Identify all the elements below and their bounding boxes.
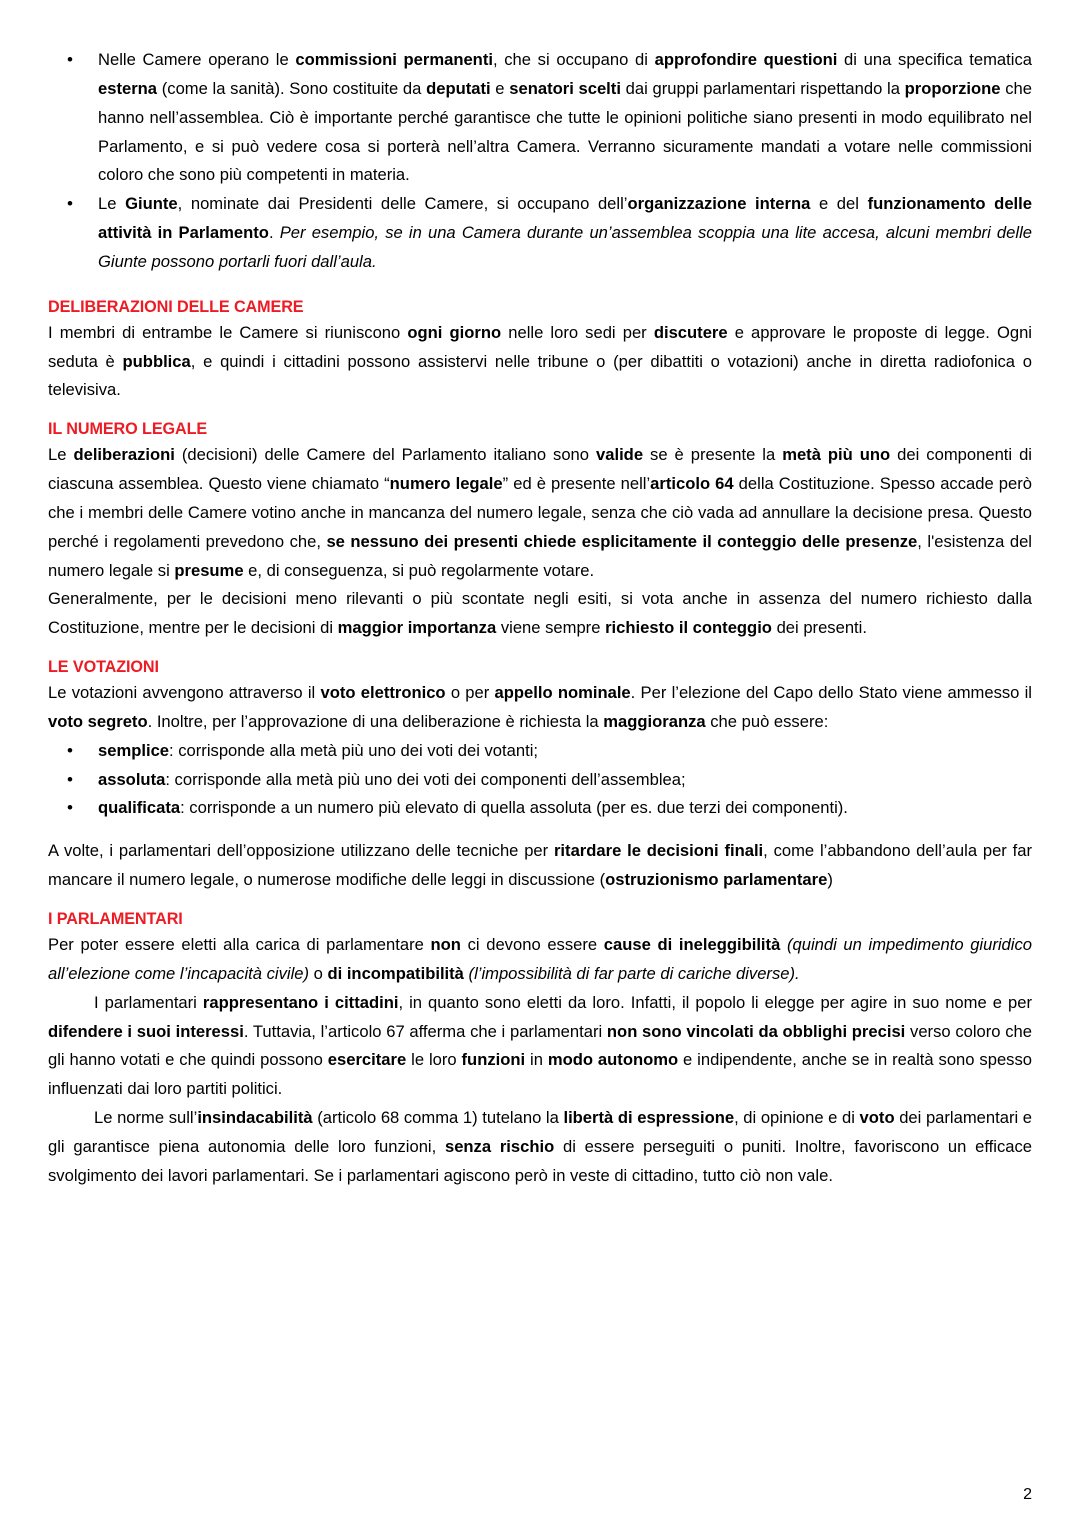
list-item: • Nelle Camere operano le commissioni permanenti, che si occupano di approfondire questioni di una specifica tematica esterna (come la sanità). Sono costituite da deputati e senatori scelti dai gruppi parlamentari rispettando la proporzione che hanno nell’assemblea. Ciò è importante perché garantisce che tutte le opinioni politiche siano presenti in modo equilibrato nel Parlamento, e si può vedere cosa si porterà nell’altra Camera. Verranno sicuramente mandati a votare nelle commissioni coloro che sono più competenti in materia. (48, 46, 1032, 190)
list-item: • semplice: corrisponde alla metà più uno dei voti dei votanti; (48, 737, 1032, 766)
list-item: • Le Giunte, nominate dai Presidenti delle Camere, si occupano dell’organizzazione interna e del funzionamento delle attività in Parlamento. Per esempio, se in una Camera durante un’assemblea scoppia una lite accesa, alcuni membri delle Giunte possono portarli fuori dall’aula. (48, 190, 1032, 277)
paragraph-parlamentari-3: Le norme sull’insindacabilità (articolo 68 comma 1) tutelano la libertà di espressione, di opinione e di voto dei parlamentari e gli garantisce piena autonomia delle loro funzioni, senza rischio di essere perseguiti o puniti. Inoltre, favoriscono un efficace svolgimento dei lavori parlamentari. Se i parlamentari agiscono però in veste di cittadino, tutto ciò non vale. (48, 1108, 1033, 1185)
page-content (48, 46, 1032, 1191)
paragraph-parlamentari-1: Per poter essere eletti alla carica di parlamentare non ci devono essere cause di ineleggibilità (quindi un impedimento giuridico all’elezione come l’incapacità civile) o di incompatibilità (l’impossibilità di far parte di cariche diverse). (48, 934, 1032, 983)
section-heading-deliberazioni: DELIBERAZIONI DELLE CAMERE (48, 297, 304, 316)
section-heading-votazioni: LE VOTAZIONI (48, 658, 159, 677)
list-item: • assoluta: corrisponde alla metà più uno dei voti dei componenti dell’assemblea; (48, 766, 1032, 795)
maggioranza-list (48, 737, 1032, 824)
page-number: 2 (1023, 1486, 1032, 1503)
paragraph-deliberazioni: I membri di entrambe le Camere si riuniscono ogni giorno nelle loro sedi per discutere e approvare le proposte di legge. Ogni seduta è pubblica, e quindi i cittadini possono assistervi nelle tribune o (per dibattiti o votazioni) anche in diretta radiofonica o televisiva. (48, 322, 1032, 400)
spacer (48, 277, 1032, 297)
spacer (48, 643, 1032, 657)
spacer (48, 823, 1032, 837)
commissioni-giunte-list (48, 46, 1032, 277)
section-heading-numero-legale: IL NUMERO LEGALE (48, 420, 208, 439)
paragraph-numero-legale-2: Generalmente, per le decisioni meno rilevanti o più scontate negli esiti, si vota anche in assenza del numero richiesto dalla Costituzione, mentre per le decisioni di maggior importanza viene sempre richiesto il conteggio dei presenti. (48, 589, 1032, 638)
list-item: • qualificata: corrisponde a un numero più elevato di quella assoluta (per es. due terzi dei componenti). (48, 794, 1032, 823)
section-heading-parlamentari: I PARLAMENTARI (48, 910, 183, 929)
spacer (48, 405, 1032, 419)
paragraph-votazioni: Le votazioni avvengono attraverso il voto elettronico o per appello nominale. Per l’elezione del Capo dello Stato viene ammesso il voto segreto. Inoltre, per l’approvazione di una deliberazione è richiesta la maggioranza che può essere: (48, 683, 1032, 731)
paragraph-ostruzionismo: A volte, i parlamentari dell’opposizione utilizzano delle tecniche per ritardare le decisioni finali, come l’abbandono dell’aula per far mancare il numero legale, o numerose modifiche delle leggi in discussione (ostruzionismo parlamentare) (48, 841, 1032, 890)
paragraph-numero-legale-1: Le deliberazioni (decisioni) delle Camere del Parlamento italiano sono valide se è presente la metà più uno dei componenti di ciascuna assemblea. Questo viene chiamato “numero legale” ed è presente nell’articolo 64 della Costituzione. Spesso accade però che i membri delle Camere votino anche in mancanza del numero legale, senza che ciò vada ad annullare la decisione presa. Questo perché i regolamenti prevedono che, se nessuno dei presenti chiede esplicitamente il conteggio delle presenze, l'esistenza del numero legale si presume e, di conseguenza, si può regolarmente votare. (48, 445, 1032, 580)
spacer (48, 895, 1032, 909)
paragraph-parlamentari-2: I parlamentari rappresentano i cittadini, in quanto sono eletti da loro. Infatti, il popolo li elegge per agire in suo nome e per difendere i suoi interessi. Tuttavia, l’articolo 67 afferma che i parlamentari non sono vincolati da obblighi precisi verso coloro che gli hanno votati e che quindi possono esercitare le loro funzioni in modo autonomo e indipendente, anche se in realtà sono spesso influenzati dai loro partiti politici. (48, 992, 1032, 1099)
